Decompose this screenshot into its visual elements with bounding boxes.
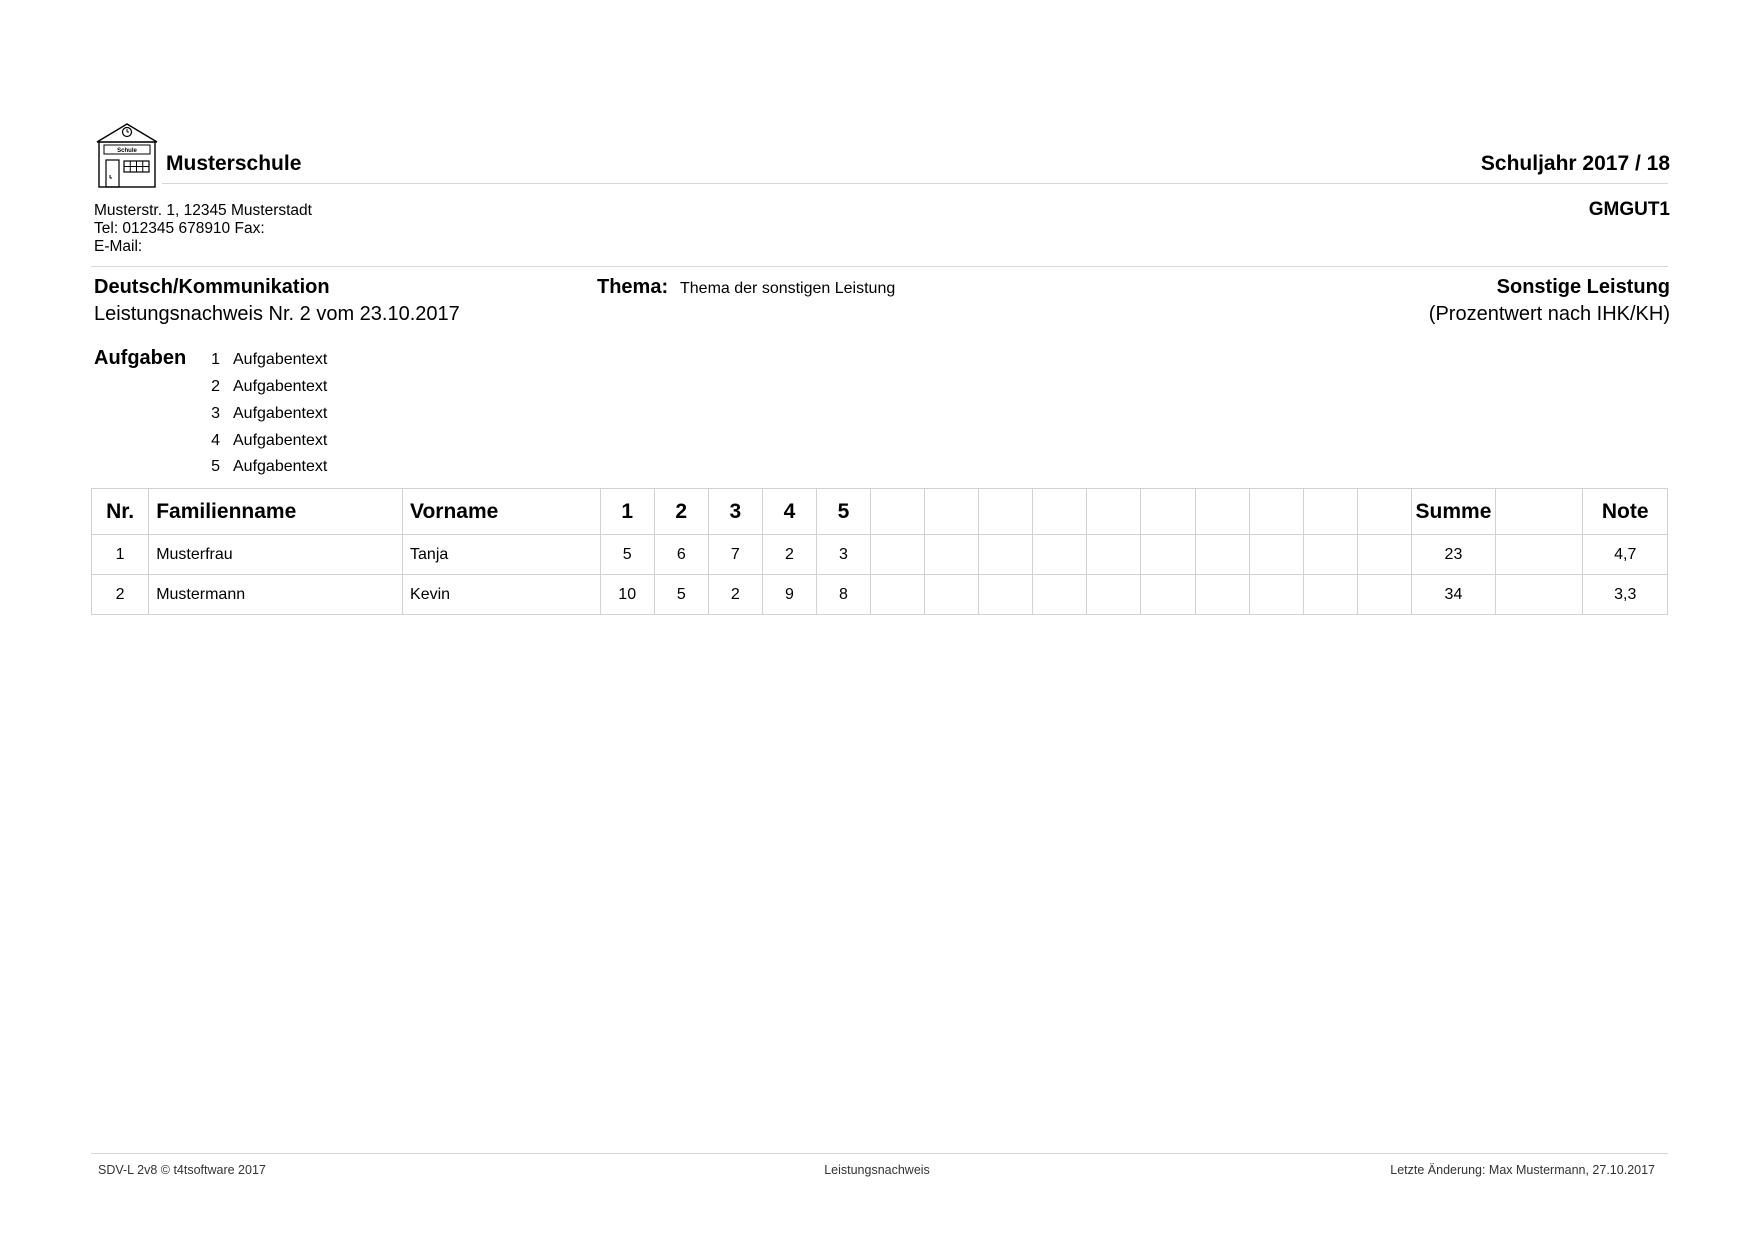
empty-cell [1033,575,1087,615]
empty-cell [1249,535,1303,575]
cell-task-2: 5 [654,575,708,615]
cell-note: 3,3 [1583,575,1668,615]
empty-cell [1087,575,1141,615]
cell-task-4: 9 [762,575,816,615]
col-header-task-4: 4 [762,489,816,535]
subject-title: Deutsch/Kommunikation [94,276,330,298]
empty-header-cell [979,489,1033,535]
task-text: Aufgabentext [233,432,328,449]
empty-cell [1303,575,1357,615]
cell-task-3: 2 [708,575,762,615]
empty-cell [871,575,925,615]
empty-header-cell [1357,489,1411,535]
cell-task-1: 10 [600,575,654,615]
empty-cell [1496,575,1583,615]
empty-cell [1357,535,1411,575]
grade-table [91,488,1668,615]
task-text: Aufgabentext [233,458,328,475]
aufgaben-label: Aufgaben [94,347,187,369]
task-item [200,351,327,371]
school-address: Musterstr. 1, 12345 Musterstadt [94,202,312,219]
empty-header-cell [1195,489,1249,535]
proof-title: Leistungsnachweis Nr. 2 vom 23.10.2017 [94,303,460,325]
school-building-logo [95,120,159,188]
assessment-scale: (Prozentwert nach IHK/KH) [1428,303,1670,325]
empty-cell [1303,535,1357,575]
cell-vorname: Kevin [403,575,601,615]
col-header-task-2: 2 [654,489,708,535]
empty-cell [925,575,979,615]
assessment-type: Sonstige Leistung [1496,276,1670,298]
empty-header-cell [871,489,925,535]
cell-nr: 2 [92,575,149,615]
empty-cell [979,535,1033,575]
empty-cell [1249,575,1303,615]
cell-summe: 23 [1411,535,1495,575]
footer-software: SDV-L 2v8 © t4tsoftware 2017 [98,1163,266,1177]
task-text: Aufgabentext [233,378,328,395]
empty-cell [1195,535,1249,575]
table-header-row [92,489,1668,535]
cell-task-3: 7 [708,535,762,575]
col-header-familienname: Familienname [149,489,403,535]
empty-header-cell [1249,489,1303,535]
cell-summe: 34 [1411,575,1495,615]
logo-sign-text: Schule [117,148,137,154]
cell-familienname: Mustermann [149,575,403,615]
task-number: 3 [211,405,220,422]
empty-header-cell [1087,489,1141,535]
task-number: 2 [211,378,220,395]
table-row [92,575,1668,615]
empty-cell [1357,575,1411,615]
cell-task-4: 2 [762,535,816,575]
empty-cell [871,535,925,575]
cell-task-2: 6 [654,535,708,575]
cell-task-1: 5 [600,535,654,575]
cell-vorname: Tanja [403,535,601,575]
task-text: Aufgabentext [233,405,328,422]
empty-cell [1195,575,1249,615]
school-phone: Tel: 012345 678910 Fax: [94,220,265,237]
cell-nr: 1 [92,535,149,575]
col-header-task-5: 5 [816,489,870,535]
thema-label: Thema: [597,276,669,298]
footer-document-type: Leistungsnachweis [824,1163,930,1177]
footer-divider [91,1153,1668,1154]
school-email: E-Mail: [94,238,143,255]
col-header-nr: Nr. [92,489,149,535]
task-number: 5 [211,458,220,475]
empty-cell [1087,535,1141,575]
empty-header-cell [925,489,979,535]
empty-cell [1496,535,1583,575]
table-row [92,535,1668,575]
cell-familienname: Musterfrau [149,535,403,575]
empty-cell [1033,535,1087,575]
thema-value: Thema der sonstigen Leistung [680,280,896,297]
col-header-task-1: 1 [600,489,654,535]
cell-note: 4,7 [1583,535,1668,575]
cell-task-5: 8 [816,575,870,615]
empty-header-cell [1033,489,1087,535]
task-item [200,378,327,398]
empty-cell [925,535,979,575]
empty-header-cell [1141,489,1195,535]
header-divider [162,183,1668,184]
class-code: GMGUT1 [1588,199,1670,220]
task-number: 4 [211,432,220,449]
school-name: Musterschule [166,152,302,175]
task-text: Aufgabentext [233,351,328,368]
task-item [200,432,327,452]
empty-cell [1141,575,1195,615]
school-year: Schuljahr 2017 / 18 [1480,152,1670,175]
cell-task-5: 3 [816,535,870,575]
empty-cell [1141,535,1195,575]
col-header-summe: Summe [1411,489,1495,535]
task-number: 1 [211,351,220,368]
empty-cell [979,575,1033,615]
empty-header-cell [1496,489,1583,535]
footer-last-change: Letzte Änderung: Max Mustermann, 27.10.2017 [1390,1163,1655,1177]
empty-header-cell [1303,489,1357,535]
col-header-vorname: Vorname [403,489,601,535]
task-item [200,458,327,478]
task-item [200,405,327,425]
col-header-task-3: 3 [708,489,762,535]
col-header-note: Note [1583,489,1668,535]
address-divider [91,266,1668,267]
